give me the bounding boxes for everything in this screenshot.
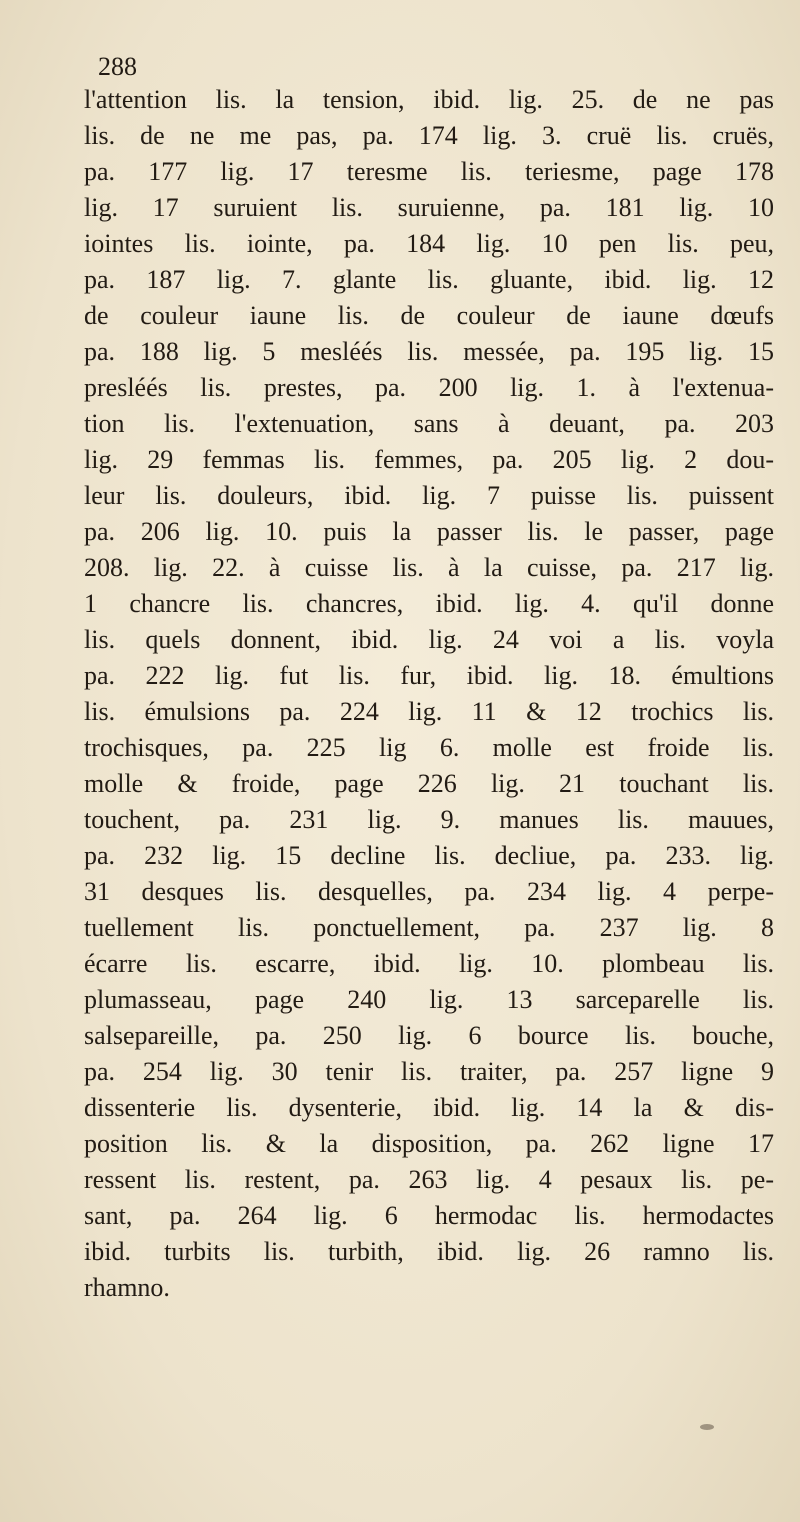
text-line: pa. 222 lig. fut lis. fur, ibid. lig. 18. émultions	[84, 661, 774, 690]
text-line: 1 chancre lis. chancres, ibid. lig. 4. qu'il donne	[84, 589, 774, 618]
text-line: écarre lis. escarre, ibid. lig. 10. plombeau lis.	[84, 949, 774, 978]
text-line: leur lis. douleurs, ibid. lig. 7 puisse lis. puissent	[84, 481, 774, 510]
text-line: sant, pa. 264 lig. 6 hermodac lis. hermodactes	[84, 1201, 774, 1230]
text-line: salsepareille, pa. 250 lig. 6 bource lis. bouche,	[84, 1021, 774, 1050]
text-line: position lis. & la disposition, pa. 262 ligne 17	[84, 1129, 774, 1158]
text-line: lis. émulsions pa. 224 lig. 11 & 12 trochics lis.	[84, 697, 774, 726]
text-line: tion lis. l'extenuation, sans à deuant, pa. 203	[84, 409, 774, 438]
text-line: lig. 29 femmas lis. femmes, pa. 205 lig. 2 dou-	[84, 445, 774, 474]
text-line: lig. 17 suruient lis. suruienne, pa. 181 lig. 10	[84, 193, 774, 222]
text-line: de couleur iaune lis. de couleur de iaune dœufs	[84, 301, 774, 330]
text-line: pa. 188 lig. 5 mesléés lis. messée, pa. 195 lig. 15	[84, 337, 774, 366]
text-line: tuellement lis. ponctuellement, pa. 237 lig. 8	[84, 913, 774, 942]
text-line: touchent, pa. 231 lig. 9. manues lis. mauues,	[84, 805, 774, 834]
text-line: pa. 206 lig. 10. puis la passer lis. le passer, page	[84, 517, 774, 546]
text-line: dissenterie lis. dysenterie, ibid. lig. 14 la & dis-	[84, 1093, 774, 1122]
text-line: 208. lig. 22. à cuisse lis. à la cuisse, pa. 217 lig.	[84, 553, 774, 582]
text-line: pa. 254 lig. 30 tenir lis. traiter, pa. 257 ligne 9	[84, 1057, 774, 1086]
text-line: pa. 177 lig. 17 teresme lis. teriesme, page 178	[84, 157, 774, 186]
text-line: molle & froide, page 226 lig. 21 touchant lis.	[84, 769, 774, 798]
text-line: trochisques, pa. 225 lig 6. molle est froide lis.	[84, 733, 774, 762]
text-line: lis. de ne me pas, pa. 174 lig. 3. cruë lis. cruës,	[84, 121, 774, 150]
text-line: pa. 187 lig. 7. glante lis. gluante, ibid. lig. 12	[84, 265, 774, 294]
text-line: iointes lis. iointe, pa. 184 lig. 10 pen lis. peu,	[84, 229, 774, 258]
text-line: rhamno.	[84, 1273, 170, 1302]
text-line: pa. 232 lig. 15 decline lis. decliue, pa. 233. lig.	[84, 841, 774, 870]
text-line: plumasseau, page 240 lig. 13 sarceparelle lis.	[84, 985, 774, 1014]
text-line: ibid. turbits lis. turbith, ibid. lig. 26 ramno lis.	[84, 1237, 774, 1266]
text-line: ressent lis. restent, pa. 263 lig. 4 pesaux lis. pe-	[84, 1165, 774, 1194]
ink-mark	[700, 1424, 714, 1430]
text-line: l'attention lis. la tension, ibid. lig. 25. de ne pas	[84, 85, 774, 114]
text-line: 31 desques lis. desquelles, pa. 234 lig. 4 perpe-	[84, 877, 774, 906]
page-number: 288	[98, 52, 137, 81]
text-line: lis. quels donnent, ibid. lig. 24 voi a lis. voyla	[84, 625, 774, 654]
errata-text-block	[84, 82, 774, 1306]
text-line: presléés lis. prestes, pa. 200 lig. 1. à l'extenua-	[84, 373, 774, 402]
